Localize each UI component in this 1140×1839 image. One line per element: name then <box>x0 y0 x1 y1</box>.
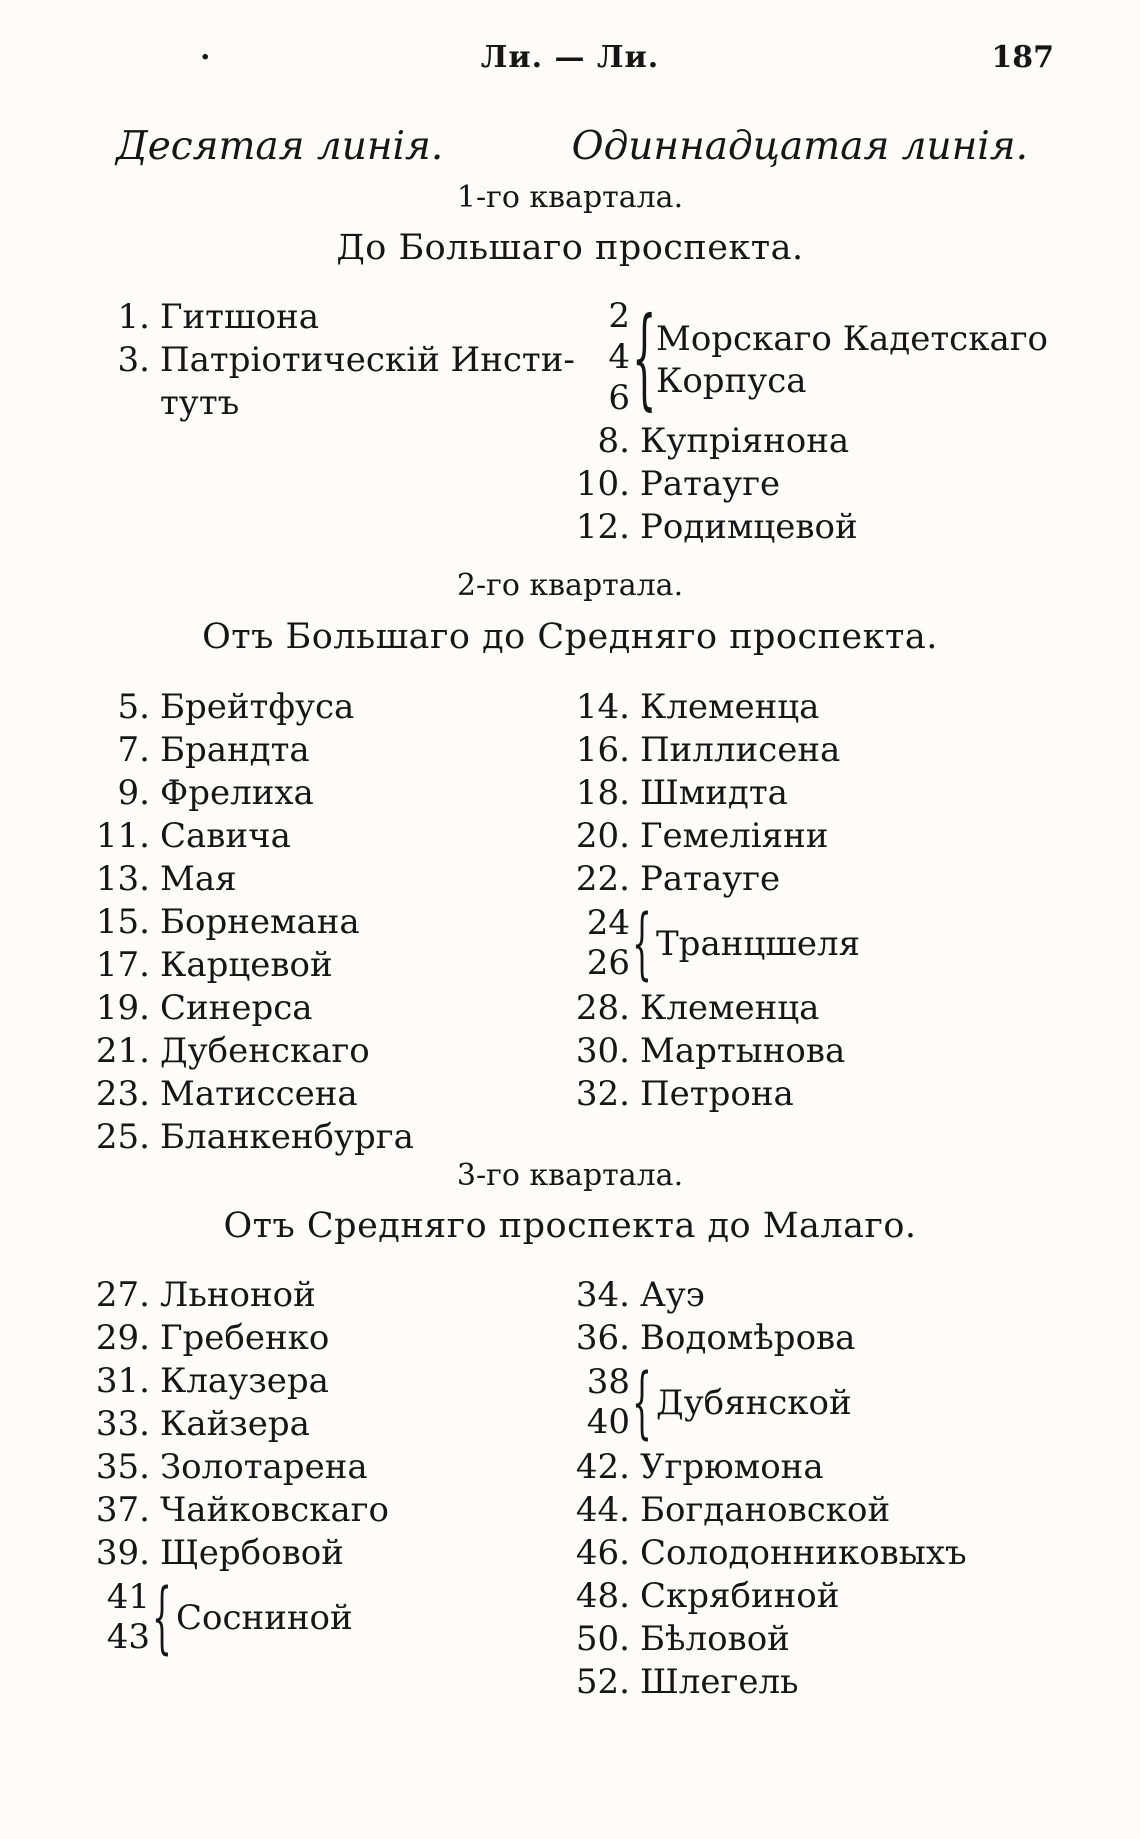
right-column-q2 <box>540 686 861 1116</box>
list-item: 19. Синерса <box>95 988 313 1028</box>
brace-icon: { <box>632 1358 652 1448</box>
list-item: 18. Шмидта <box>575 773 788 813</box>
running-title: Ли. — Ли. <box>480 40 660 75</box>
list-item: 14. Клеменца <box>575 687 820 727</box>
list-item: 27. Льноной <box>95 1275 316 1315</box>
list-item: 13. Мая <box>95 859 237 899</box>
list-item: 8. Купріянона <box>597 421 850 461</box>
list-item: 16. Пиллисена <box>575 730 841 770</box>
list-item: 22. Ратауге <box>575 859 781 899</box>
list-item: 25. Бланкенбурга <box>95 1117 414 1157</box>
list-item: 46. Солодонниковыхъ <box>575 1533 967 1573</box>
grouped-entry-dubyanskaya: 38 40 { Дубянской <box>586 1358 852 1448</box>
left-column-q1 <box>80 296 575 425</box>
list-item: 12. Родимцевой <box>575 507 858 547</box>
list-item: 52. Шлегель <box>575 1662 799 1702</box>
list-item: 34. Ауэ <box>575 1275 705 1315</box>
quarter-heading-1: 1-го квартала. <box>456 180 684 215</box>
section-heading-1: До Большаго проспекта. <box>336 228 804 268</box>
list-item: 29. Гребенко <box>95 1318 330 1358</box>
right-column-q1 <box>540 293 1048 549</box>
list-item: 37. Чайковскаго <box>95 1490 389 1530</box>
list-item: 17. Карцевой <box>95 945 333 985</box>
list-item: 7. Брандта <box>117 730 310 770</box>
left-column-q2 <box>80 686 414 1159</box>
left-column-q3 <box>80 1274 389 1661</box>
brace-icon: { <box>632 293 657 421</box>
list-item: 30. Мартынова <box>575 1031 846 1071</box>
list-item: 23. Матиссена <box>95 1074 358 1114</box>
quarter-heading-3: 3-го квартала. <box>456 1158 684 1193</box>
list-item: 15. Борнемана <box>95 902 360 942</box>
header-mark: . <box>200 32 211 67</box>
list-item: 5. Брейтфуса <box>117 687 355 727</box>
list-item: 28. Клеменца <box>575 988 820 1028</box>
section-heading-2: Отъ Большаго до Средняго проспекта. <box>202 617 938 657</box>
list-item: 11. Савича <box>95 816 291 856</box>
right-column-q3 <box>540 1274 967 1704</box>
list-item: 50. Бѣловой <box>575 1619 790 1659</box>
brace-icon: { <box>632 899 652 989</box>
list-item: 20. Гемеліяни <box>575 816 829 856</box>
list-item: 3. Патріотическій Инсти- <box>117 340 575 380</box>
brace-icon: { <box>152 1573 172 1663</box>
grouped-entry-trantsshel: 24 26 { Транцшеля <box>586 899 861 989</box>
list-item: 32. Петрона <box>575 1074 794 1114</box>
list-item: 33. Кайзера <box>95 1404 310 1444</box>
list-item: тутъ <box>160 383 240 423</box>
page-number: 187 <box>991 40 1054 75</box>
list-item: 10. Ратауге <box>575 464 781 504</box>
list-item: 48. Скрябиной <box>575 1576 840 1616</box>
column-title-left: Десятая линія. <box>116 124 444 169</box>
list-item: 9. Фрелиха <box>117 773 314 813</box>
grouped-entry-sosnina: 41 43 { Сосниной <box>106 1573 353 1663</box>
grouped-entry-corps: 2 4 6 { Морскаго Кадетскаго Корпуса <box>608 293 1048 421</box>
quarter-heading-2: 2-го квартала. <box>456 568 684 603</box>
list-item: 42. Угрюмона <box>575 1447 824 1487</box>
page-header <box>0 32 1140 80</box>
section-heading-3: Отъ Средняго проспекта до Малаго. <box>223 1206 917 1246</box>
list-item: 1. Гитшона <box>117 297 319 337</box>
list-item: 39. Щербовой <box>95 1533 344 1573</box>
list-item: 31. Клаузера <box>95 1361 329 1401</box>
list-item: 35. Золотарена <box>95 1447 368 1487</box>
column-title-right: Одиннадцатая линія. <box>571 124 1028 169</box>
list-item: 36. Водомѣрова <box>575 1318 856 1358</box>
list-item: 44. Богдановской <box>575 1490 891 1530</box>
list-item: 21. Дубенскаго <box>95 1031 370 1071</box>
